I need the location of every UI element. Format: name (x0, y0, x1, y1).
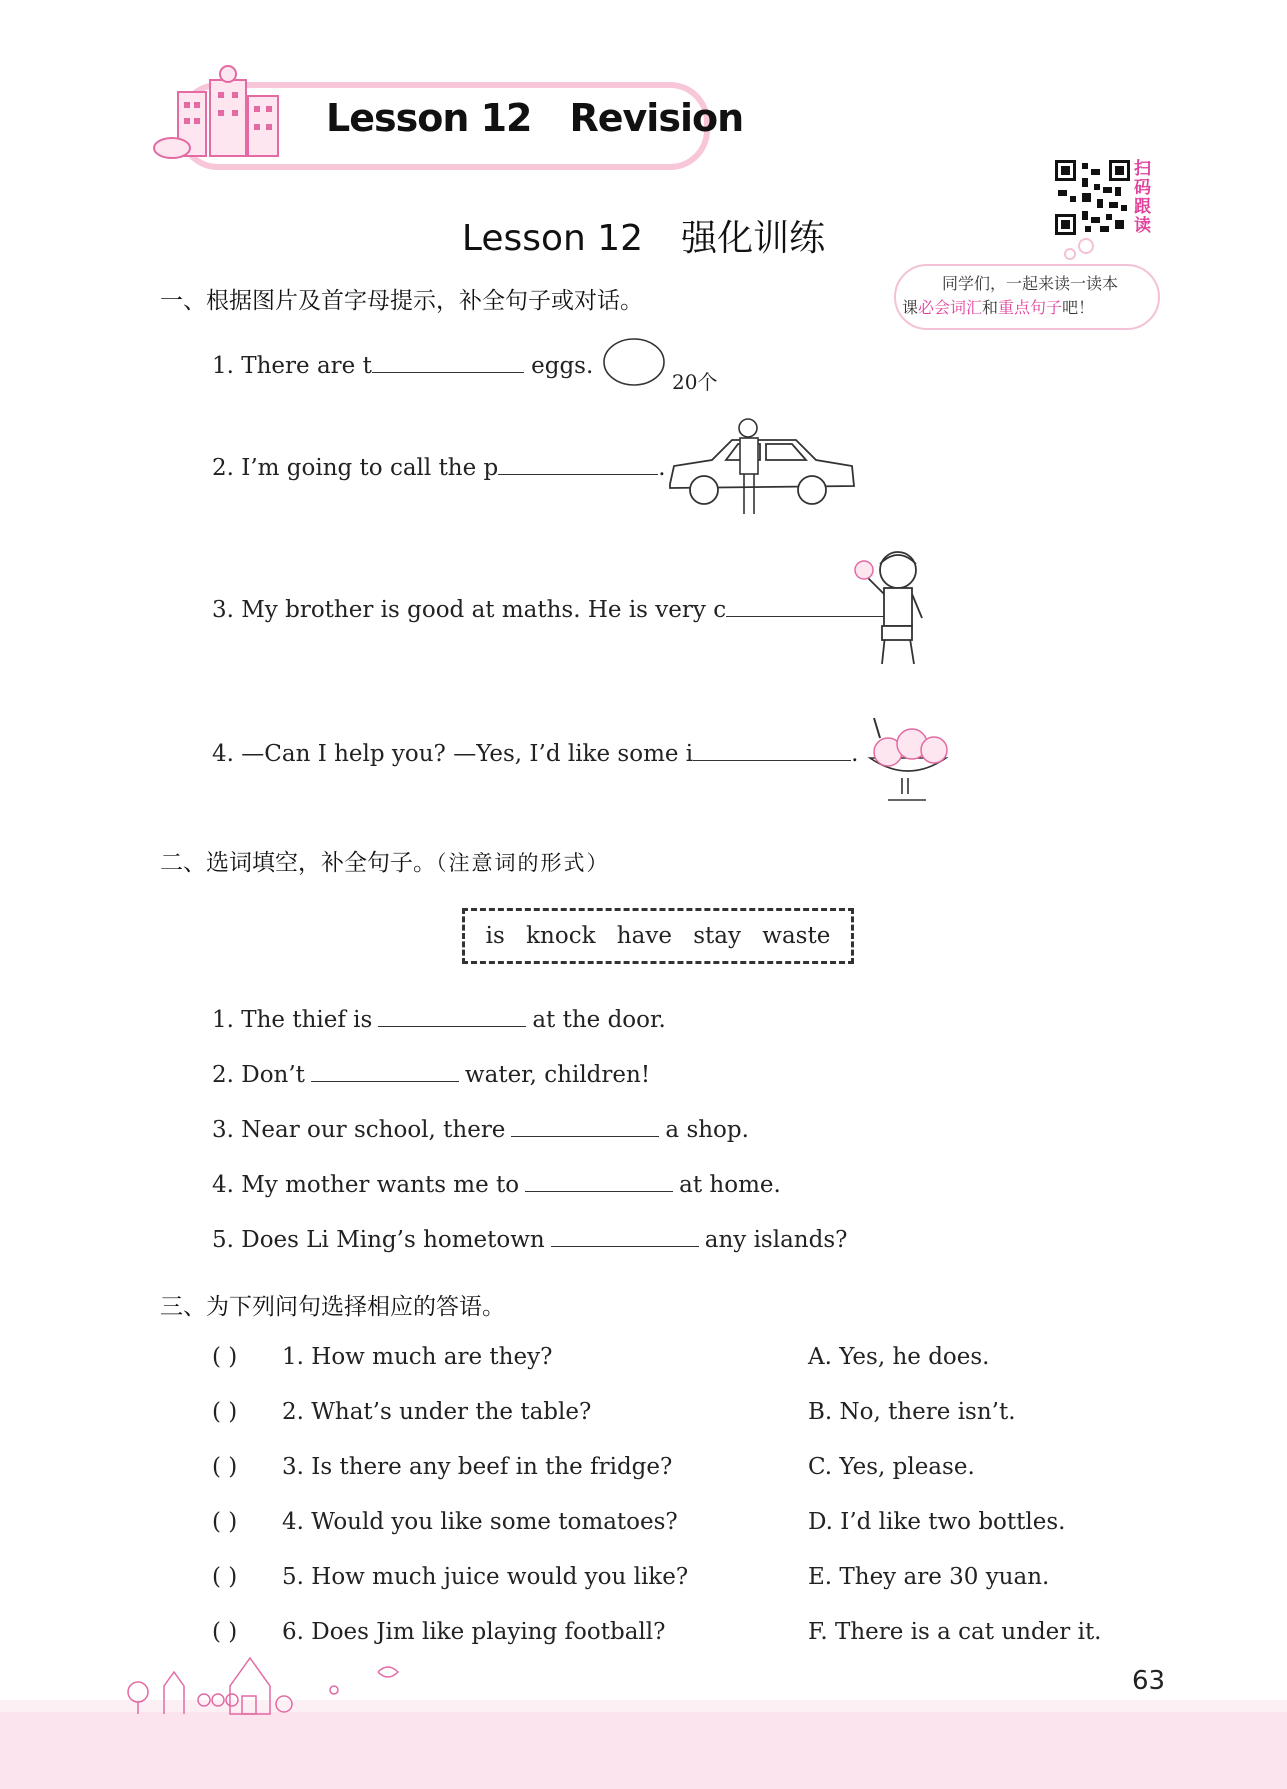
s3-question-1: 1. How much are they? (282, 1344, 553, 1370)
police-car-icon (664, 414, 860, 518)
boy-icon (850, 546, 940, 676)
s2-question-4: 4. My mother wants me to at home. (212, 1169, 781, 1198)
answer-parentheses[interactable]: ( ) (212, 1564, 238, 1590)
answer-parentheses[interactable]: ( ) (212, 1509, 238, 1535)
word-bank (462, 908, 854, 964)
s3-question-2: 2. What’s under the table? (282, 1399, 592, 1425)
s2-question-3: 3. Near our school, there a shop. (212, 1114, 749, 1143)
answer-parentheses[interactable]: ( ) (212, 1344, 238, 1370)
s1-question-3: 3. My brother is good at maths. He is very c (212, 594, 893, 623)
ice-cream-icon (860, 702, 956, 806)
word-bank-item: knock (526, 923, 596, 949)
s3-answer-e: E. They are 30 yuan. (808, 1564, 1050, 1590)
s2-question-2: 2. Don’t water, children! (212, 1059, 650, 1088)
qr-code-icon[interactable] (1055, 160, 1130, 235)
egg-icon (600, 336, 670, 392)
egg-count-label: 20个 (672, 370, 718, 394)
s3-answer-f: F. There is a cat under it. (808, 1619, 1102, 1645)
word-bank-item: waste (762, 923, 831, 949)
answer-blank[interactable] (498, 452, 658, 475)
answer-parentheses[interactable]: ( ) (212, 1399, 238, 1425)
answer-parentheses[interactable]: ( ) (212, 1454, 238, 1480)
answer-parentheses[interactable]: ( ) (212, 1619, 238, 1645)
answer-blank[interactable] (378, 1004, 526, 1027)
s1-question-1: 1. There are t eggs. (212, 350, 593, 379)
answer-blank[interactable] (525, 1169, 673, 1192)
footer-band (0, 1712, 1287, 1789)
word-bank-item: stay (693, 923, 741, 949)
thought-bubble-dots-icon (1062, 236, 1102, 262)
section-1-heading: 一、根据图片及首字母提示，补全句子或对话。 (160, 288, 643, 314)
s1-question-2: 2. I’m going to call the p . (212, 452, 666, 481)
s3-answer-d: D. I’d like two bottles. (808, 1509, 1066, 1535)
speech-bubble-text: 同学们，一起来读一读本 课必会词汇和重点句子吧！ (902, 274, 1119, 317)
s1-question-4: 4. —Can I help you? —Yes, I’d like some i . (212, 738, 858, 767)
answer-blank[interactable] (372, 350, 524, 373)
s3-question-6: 6. Does Jim like playing football? (282, 1619, 666, 1645)
s3-question-3: 3. Is there any beef in the fridge? (282, 1454, 673, 1480)
answer-blank[interactable] (551, 1224, 699, 1247)
s3-question-4: 4. Would you like some tomatoes? (282, 1509, 678, 1535)
word-bank-item: is (485, 923, 505, 949)
scan-to-read-label: 扫码跟读 (1134, 159, 1151, 236)
school-building-icon (150, 62, 300, 166)
s3-answer-a: A. Yes, he does. (808, 1344, 990, 1370)
s3-answer-b: B. No, there isn’t. (808, 1399, 1016, 1425)
lesson-title: Lesson 12 Revision (326, 96, 744, 140)
page-title: Lesson 12 强化训练 (461, 218, 826, 259)
page-number: 63 (1132, 1666, 1166, 1696)
answer-blank[interactable] (511, 1114, 659, 1137)
word-bank-item: have (616, 923, 672, 949)
s2-question-5: 5. Does Li Ming’s hometown any islands? (212, 1224, 847, 1253)
s3-question-5: 5. How much juice would you like? (282, 1564, 689, 1590)
section-3-heading: 三、为下列问句选择相应的答语。 (160, 1294, 505, 1320)
s3-answer-c: C. Yes, please. (808, 1454, 975, 1480)
section-2-heading: 二、选词填空，补全句子。（注意词的形式） (160, 850, 610, 876)
answer-blank[interactable] (311, 1059, 459, 1082)
s2-question-1: 1. The thief is at the door. (212, 1004, 666, 1033)
footer-town-icon (124, 1650, 404, 1716)
answer-blank[interactable] (693, 738, 851, 761)
